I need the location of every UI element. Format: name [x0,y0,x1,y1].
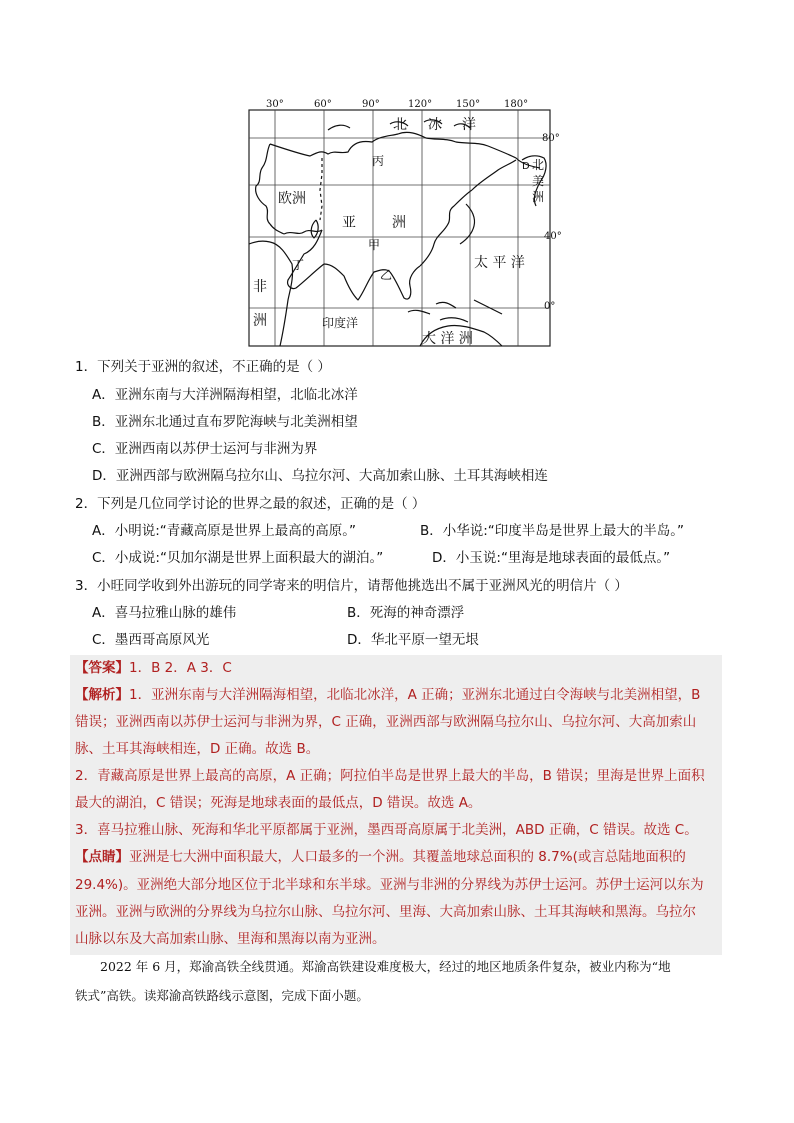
question-2-option-b: B．小华说:“印度半岛是世界上最大的半岛。” [420,523,685,539]
question-1-stem: 1．下列关于亚洲的叙述，不正确的是（ ） [75,359,331,375]
question-3-option-d: D．华北平原一望无垠 [347,632,479,648]
label-africa-1: 非 [253,279,267,295]
question-1-option-a: A．亚洲东南与大洋洲隔海相望，北临北冰洋 [92,387,358,403]
intro-paragraph-line-1: 2022 年 6 月，郑渝高铁全线贯通。郑渝高铁建设难度极大，经过的地区地质条件复杂，被业内称为“地 [100,959,671,974]
label-jia: 甲 [368,238,381,252]
question-1-option-d: D．亚洲西部与欧洲隔乌拉尔山、乌拉尔河、大高加索山脉、土耳其海峡相连 [92,468,548,484]
label-north-america-3: 洲 [532,190,545,204]
intro-paragraph-line-2: 铁式”高铁。读郑渝高铁路线示意图，完成下面小题。 [75,988,369,1003]
label-arctic-ocean-2: 冰 [428,117,442,133]
label-asia-1: 亚 [342,215,356,231]
label-pacific: 太 平 洋 [474,255,525,271]
lon-label: 60° [314,99,332,110]
label-oceania: 大 洋 洲 [422,331,473,347]
lat-label: 0° [544,301,556,312]
analysis-line-5: 最大的湖泊，C 错误；死海是地球表面的最低点，D 错误。故选 A。 [75,795,482,811]
label-bing: 丙 [372,154,385,168]
answer-text: 1．B 2．A 3．C [129,660,232,676]
lon-label: 120° [408,99,433,110]
lon-label: 30° [266,99,284,110]
map-coastlines [249,117,546,346]
question-2-stem: 2．下列是几位同学讨论的世界之最的叙述，正确的是（ ） [75,496,426,512]
analysis-line-3: 脉、土耳其海峡相连，D 正确。故选 B。 [75,741,320,757]
analysis-line-6: 3．喜马拉雅山脉、死海和华北平原都属于亚洲，墨西哥高原属于北美洲，ABD 正确，C 错误。故选 C。 [75,822,698,838]
label-indian-ocean: 印度洋 [322,316,359,330]
analysis-line-1 [75,686,700,704]
answer-line [75,659,232,677]
label-africa-2: 洲 [253,313,267,329]
comment-tag: 【点睛】 [75,849,129,865]
comment-line-1 [75,848,686,866]
question-3-stem: 3．小旺同学收到外出游玩的同学寄来的明信片，请帮他挑选出不属于亚洲风光的明信片（ ） [75,578,628,594]
question-1-option-b: B．亚洲东北通过直布罗陀海峡与北美洲相望 [92,414,358,430]
question-2-option-c: C．小成说:“贝加尔湖是世界上面积最大的湖泊。” [92,550,384,566]
question-3-option-a: A．喜马拉雅山脉的雄伟 [92,605,237,621]
lat-label: 80° [542,133,560,144]
question-2-option-a: A．小明说:“青藏高原是世界上最高的高原。” [92,523,357,539]
lon-label: 90° [362,99,380,110]
question-1-option-c: C．亚洲西南以苏伊士运河与非洲为界 [92,441,318,457]
analysis-tag: 【解析】 [75,687,129,703]
analysis-line-2: 错误；亚洲西南以苏伊士运河与非洲为界，C 正确，亚洲西部与欧洲隔乌拉尔山、乌拉尔河、大高加索山 [75,714,697,730]
comment-text: 亚洲是七大洲中面积最大，人口最多的一个洲。其覆盖地球总面积的 8.7%(或言总陆地面积的 [129,849,686,865]
label-arctic-ocean-1: 北 [393,117,407,133]
answer-tag: 【答案】 [75,660,129,676]
label-asia-2: 洲 [392,215,406,231]
analysis-text: 1．亚洲东南与大洋洲隔海相望，北临北冰洋，A 正确；亚洲东北通过白令海峡与北美洲相望，B [129,687,701,703]
question-3-option-b: B．死海的神奇漂浮 [347,605,465,621]
label-europe: 欧洲 [278,191,306,207]
label-north-america-1: 北 [532,158,545,172]
question-2-option-d: D．小玉说:“里海是地球表面的最低点。” [432,550,671,566]
comment-line-3: 亚洲。亚洲与欧洲的分界线为乌拉尔山脉、乌拉尔河、里海、大高加索山脉、土耳其海峡和黑海。乌拉尔 [75,904,696,920]
lat-label: 40° [544,231,562,242]
lon-label: 150° [456,99,481,110]
analysis-line-4: 2．青藏高原是世界上最高的高原，A 正确；阿拉伯半岛是世界上最大的半岛，B 错误；里海是世界上面积 [75,768,705,784]
label-north-america-2: 美 [532,174,545,188]
comment-line-2: 29.4%)。亚洲绝大部分地区位于北半球和东半球。亚洲与非洲的分界线为苏伊士运河。苏伊士运河以东为 [75,877,704,893]
label-d: D [522,161,530,172]
comment-line-4: 山脉以东及大高加索山脉、里海和黑海以南为亚洲。 [75,931,386,947]
lon-label: 180° [504,99,529,110]
label-yi: 乙 [380,268,393,282]
asia-map [240,94,572,350]
label-arctic-ocean-3: 洋 [462,117,476,133]
question-3-option-c: C．墨西哥高原风光 [92,632,210,648]
label-ding: 丁 [292,258,305,272]
